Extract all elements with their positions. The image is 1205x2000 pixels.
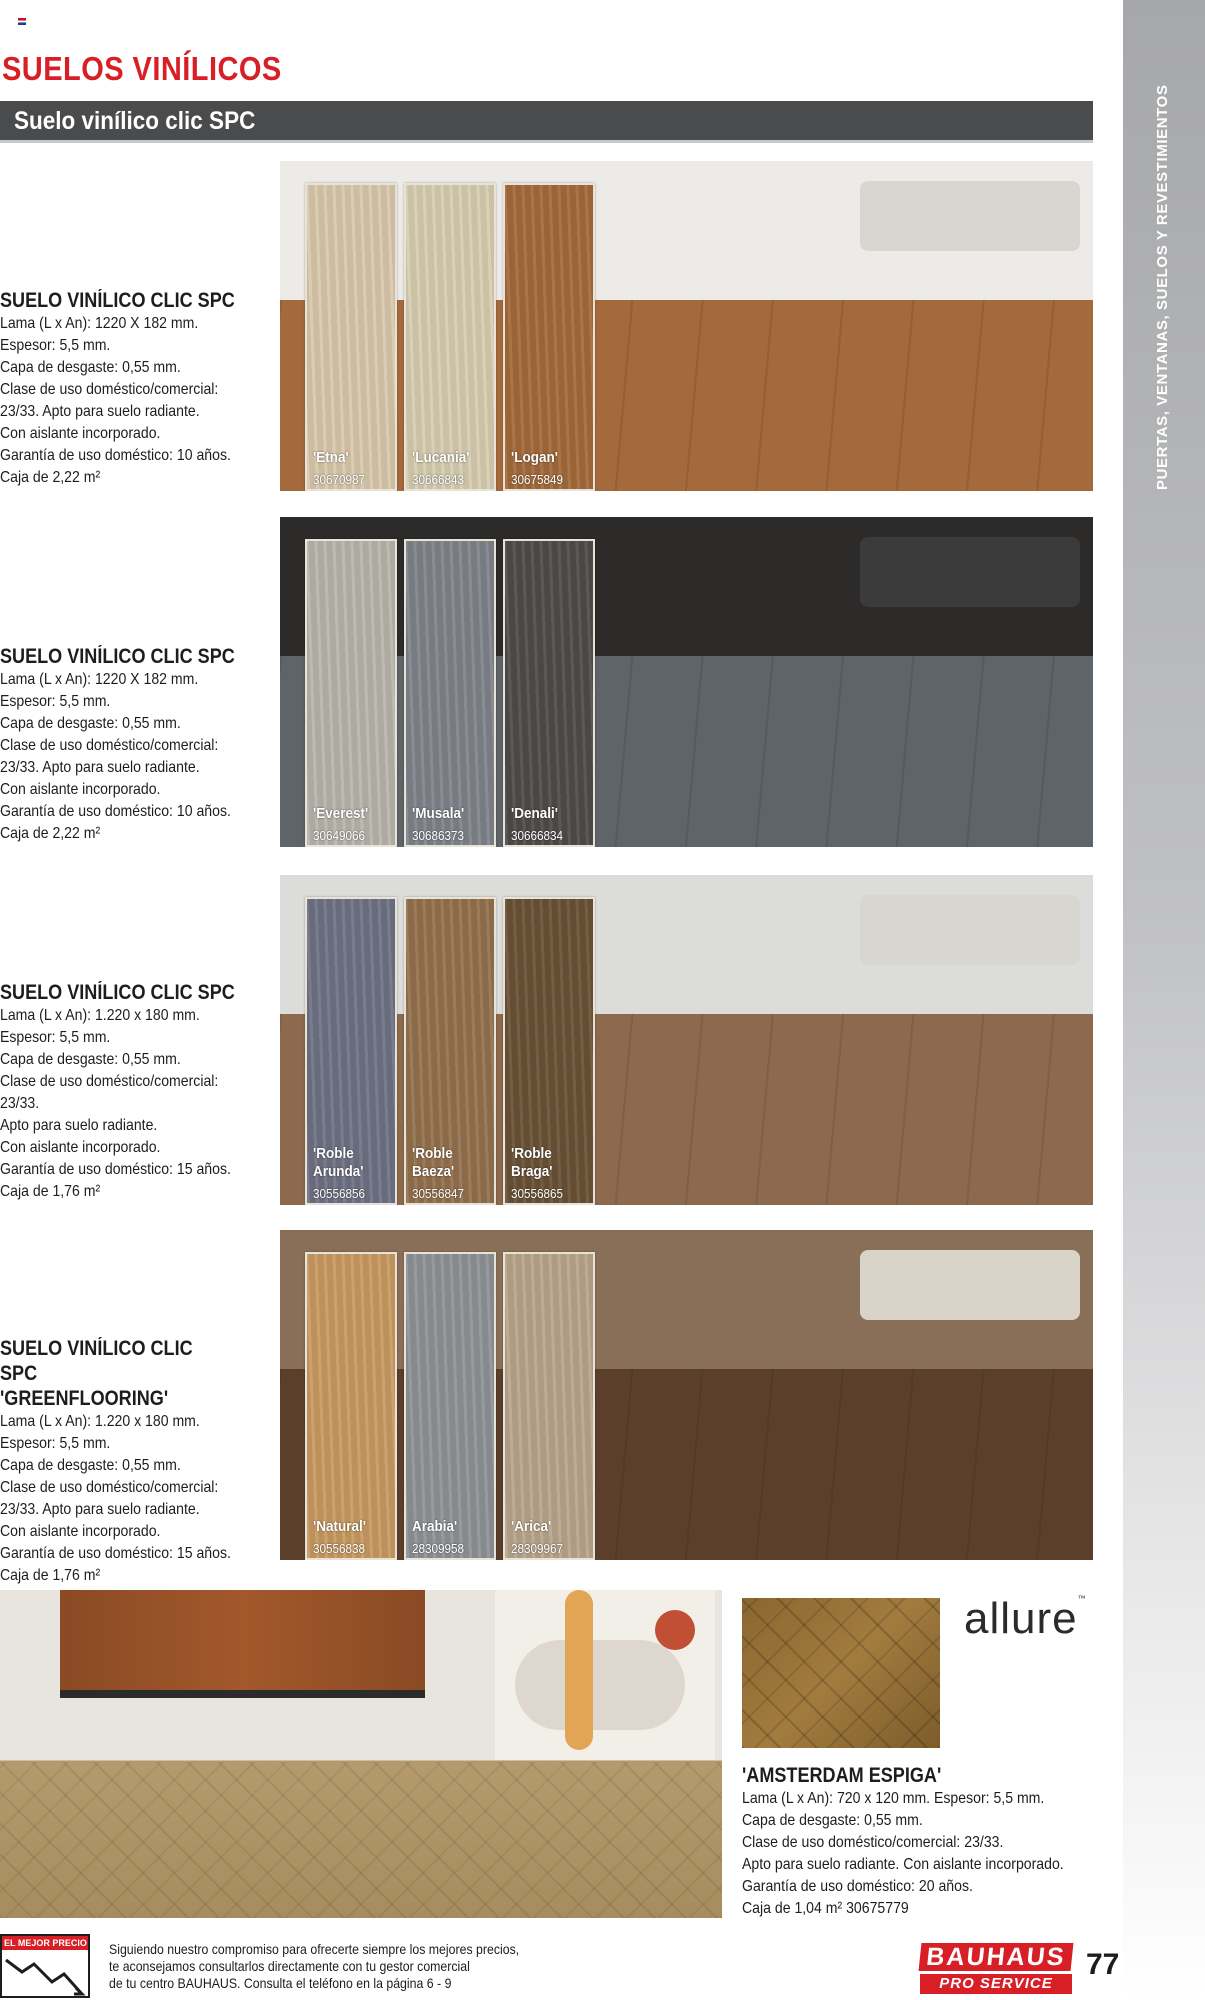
floor-swatch: [503, 897, 595, 1205]
swatch-code: 30556847: [412, 1186, 465, 1201]
floor-swatch: [503, 183, 595, 491]
swatch-name: 'Natural': [313, 1518, 366, 1535]
floor-swatch: [305, 183, 397, 491]
swatch-code: 30675849: [511, 472, 564, 487]
sideboard-image: [60, 1590, 425, 1690]
product-title: SUELO VINÍLICO CLIC SPC: [0, 981, 235, 1004]
product-title: SUELO VINÍLICO CLIC SPC: [0, 289, 235, 312]
swatch-code: 30670987: [313, 472, 366, 487]
swatch-code: 28309958: [412, 1541, 465, 1556]
product-spec-line: Lama (L x An): 1220 X 182 mm.: [0, 671, 199, 688]
mejor-precio-label: EL MEJOR PRECIO: [4, 1938, 87, 1948]
product-spec-line: Clase de uso doméstico/comercial:: [0, 737, 219, 754]
room-photo: [280, 1230, 1093, 1560]
product-spec-line: Caja de 2,22 m²: [0, 825, 101, 842]
amsterdam-spec-line: Caja de 1,04 m² 30675779: [742, 1900, 909, 1917]
artwork-image: [495, 1590, 715, 1760]
flag-icon: [18, 18, 26, 25]
sofa-image: [860, 1250, 1080, 1320]
sofa-image: [860, 537, 1080, 607]
product-spec-line: Garantía de uso doméstico: 10 años.: [0, 447, 231, 464]
bauhaus-pro-service-logo: [920, 1943, 1072, 1996]
subheader-title: Suelo vinílico clic SPC: [14, 107, 256, 135]
product-spec-line: Garantía de uso doméstico: 15 años.: [0, 1161, 231, 1178]
swatch-name: 'Lucania': [412, 449, 470, 466]
amsterdam-espiga-details: [742, 1763, 1102, 1920]
product-spec-line: Con aislante incorporado.: [0, 781, 161, 798]
product-spec-line: Caja de 1,76 m²: [0, 1183, 101, 1200]
swatch-name: 'Roble Braga': [511, 1145, 553, 1180]
product-title: SUELO VINÍLICO CLIC SPC 'GREENFLOORING': [0, 1337, 193, 1410]
amsterdam-title: 'AMSTERDAM ESPIGA': [742, 1764, 942, 1787]
sofa-image: [860, 181, 1080, 251]
swatch-code: 30666843: [412, 472, 465, 487]
product-spec-line: Caja de 2,22 m²: [0, 469, 101, 486]
product-spec-line: Espesor: 5,5 mm.: [0, 693, 111, 710]
product-spec-line: Garantía de uso doméstico: 15 años.: [0, 1545, 231, 1562]
amsterdam-spec-line: Capa de desgaste: 0,55 mm.: [742, 1812, 923, 1829]
side-category-label: PUERTAS, VENTANAS, SUELOS Y REVESTIMIENTOS: [1154, 84, 1171, 490]
room-photo: [280, 875, 1093, 1205]
swatch-code: 28309967: [511, 1541, 564, 1556]
product-spec-line: Apto para suelo radiante.: [0, 1117, 158, 1134]
footnote-line: de tu centro BAUHAUS. Consulta el teléfono en la página 6 - 9: [109, 1975, 452, 1991]
swatch-code: 30556865: [511, 1186, 564, 1201]
product-title: SUELO VINÍLICO CLIC SPC: [0, 645, 235, 668]
floor-swatch: [503, 1252, 595, 1560]
swatch-code: 30556838: [313, 1541, 366, 1556]
product-spec-line: Lama (L x An): 1220 X 182 mm.: [0, 315, 199, 332]
floor-swatch: [503, 539, 595, 847]
price-footnote: [109, 1941, 519, 1992]
swatch-code: 30666834: [511, 828, 564, 843]
room-photo: [280, 517, 1093, 847]
section-title: SUELOS VINÍLICOS: [2, 50, 282, 87]
product-spec-line: 23/33. Apto para suelo radiante.: [0, 1501, 200, 1518]
floor-swatch: [404, 897, 496, 1205]
herringbone-room-photo: [0, 1590, 722, 1918]
room-floor-image: [280, 300, 1093, 491]
swatch-name: 'Everest': [313, 805, 369, 822]
footnote-line: Siguiendo nuestro compromiso para ofrecerte siempre los mejores precios,: [109, 1941, 520, 1957]
sideboard-legs-image: [60, 1690, 425, 1698]
amsterdam-spec-line: Apto para suelo radiante. Con aislante incorporado.: [742, 1856, 1064, 1873]
floor-swatch: [305, 897, 397, 1205]
floor-swatch: [305, 539, 397, 847]
product-spec-line: Lama (L x An): 1.220 x 180 mm.: [0, 1413, 200, 1430]
amsterdam-specs: [742, 1788, 1102, 1920]
swatch-name: 'Etna': [313, 449, 349, 466]
product-spec-line: Con aislante incorporado.: [0, 1523, 161, 1540]
amsterdam-espiga-swatch: [742, 1598, 940, 1748]
room-floor-image: [280, 656, 1093, 847]
swatch-code: 30556856: [313, 1186, 366, 1201]
amsterdam-spec-line: Garantía de uso doméstico: 20 años.: [742, 1878, 973, 1895]
product-spec-line: 23/33.: [0, 1095, 40, 1112]
room-floor-image: [280, 1014, 1093, 1205]
price-drop-chart-icon: [2, 1950, 88, 1996]
product-spec-line: Espesor: 5,5 mm.: [0, 1435, 111, 1452]
product-spec-line: Con aislante incorporado.: [0, 425, 161, 442]
room-floor-image: [280, 1369, 1093, 1560]
product-spec-line: Clase de uso doméstico/comercial:: [0, 1073, 219, 1090]
swatch-name: 'Logan': [511, 449, 558, 466]
allure-logo: allure™: [964, 1594, 1087, 1643]
swatch-name: Arabia': [412, 1518, 458, 1535]
side-category-bar: [1123, 0, 1205, 2000]
page-number: 77: [1086, 1948, 1120, 1981]
product-info: [0, 1336, 260, 1587]
swatch-code: 30686373: [412, 828, 465, 843]
room-photo: [280, 161, 1093, 491]
product-spec-line: Lama (L x An): 1.220 x 180 mm.: [0, 1007, 200, 1024]
product-spec-line: Garantía de uso doméstico: 10 años.: [0, 803, 231, 820]
swatch-name: 'Musala': [412, 805, 465, 822]
product-spec-line: Capa de desgaste: 0,55 mm.: [0, 1051, 181, 1068]
product-spec-line: Capa de desgaste: 0,55 mm.: [0, 1457, 181, 1474]
mejor-precio-badge: [0, 1934, 90, 1998]
swatch-name: 'Roble Arunda': [313, 1145, 364, 1180]
product-spec-line: Clase de uso doméstico/comercial:: [0, 381, 219, 398]
product-spec-line: Capa de desgaste: 0,55 mm.: [0, 715, 181, 732]
subheader-bar: [0, 101, 1093, 143]
floor-swatch: [404, 183, 496, 491]
product-spec-line: 23/33. Apto para suelo radiante.: [0, 403, 200, 420]
floor-swatch: [404, 1252, 496, 1560]
swatch-name: 'Arica': [511, 1518, 552, 1535]
amsterdam-spec-line: Lama (L x An): 720 x 120 mm. Espesor: 5,5 mm.: [742, 1790, 1045, 1807]
product-spec-line: Espesor: 5,5 mm.: [0, 337, 111, 354]
amsterdam-spec-line: Clase de uso doméstico/comercial: 23/33.: [742, 1834, 1004, 1851]
pro-service-logo-text: PRO SERVICE: [920, 1974, 1072, 1994]
product-spec-line: Capa de desgaste: 0,55 mm.: [0, 359, 181, 376]
swatch-name: 'Denali': [511, 805, 558, 822]
swatch-code: 30649066: [313, 828, 366, 843]
floor-swatch: [305, 1252, 397, 1560]
bauhaus-logo-text: BAUHAUS: [919, 1943, 1074, 1971]
product-info: [0, 644, 260, 845]
product-spec-line: Espesor: 5,5 mm.: [0, 1029, 111, 1046]
product-info: [0, 288, 260, 489]
herringbone-floor-image: [0, 1762, 722, 1918]
sofa-image: [860, 895, 1080, 965]
footnote-line: te aconsejamos consultarlos directamente con tu gestor comercial: [109, 1958, 470, 1974]
floor-swatch: [404, 539, 496, 847]
product-spec-line: Caja de 1,76 m²: [0, 1567, 101, 1584]
product-spec-line: 23/33. Apto para suelo radiante.: [0, 759, 200, 776]
product-spec-line: Con aislante incorporado.: [0, 1139, 161, 1156]
product-spec-line: Clase de uso doméstico/comercial:: [0, 1479, 219, 1496]
swatch-name: 'Roble Baeza': [412, 1145, 455, 1180]
product-info: [0, 980, 260, 1203]
